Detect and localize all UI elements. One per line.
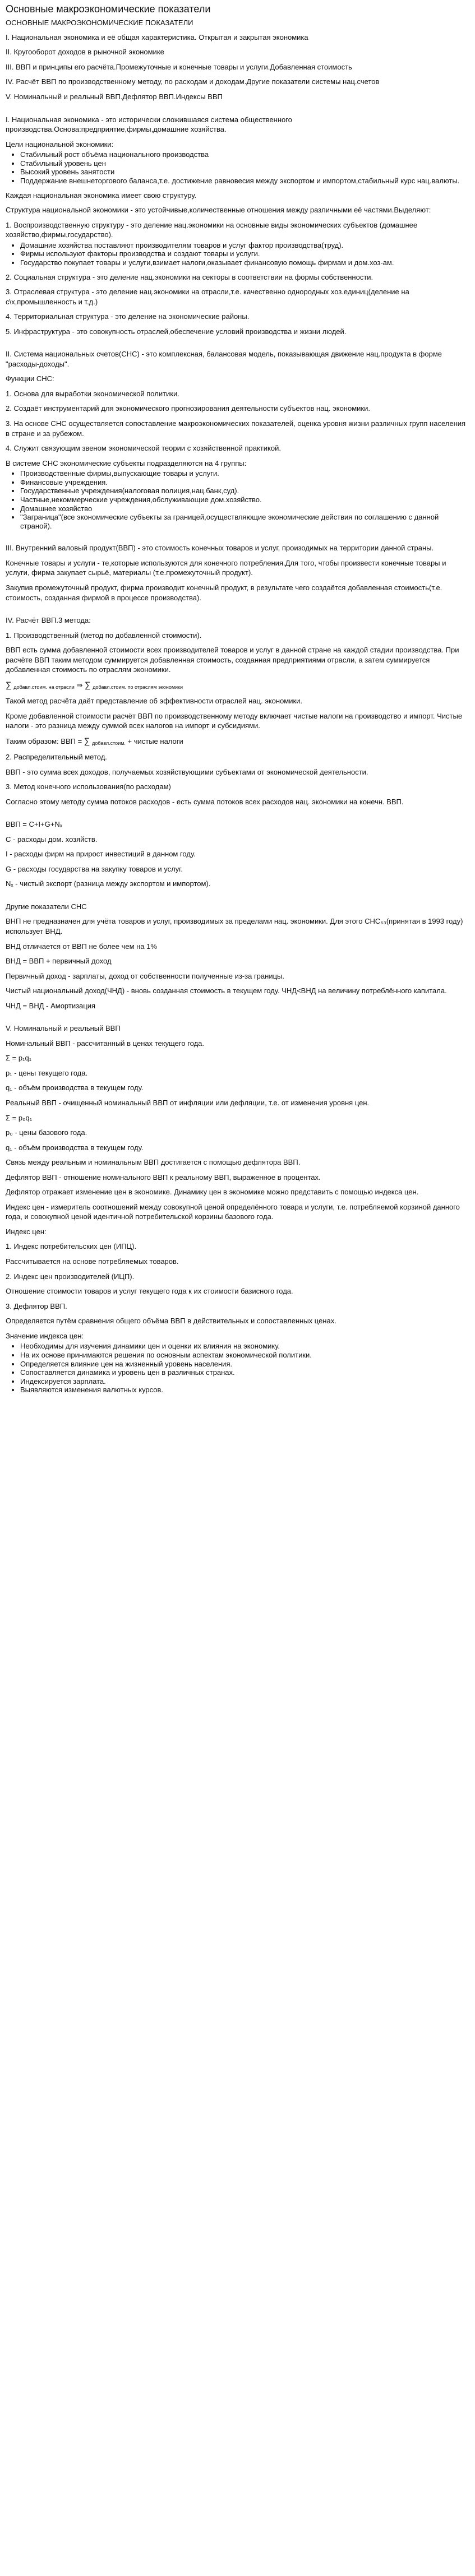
section-3 xyxy=(6,543,469,603)
deflator-3-text: Определяется путём сравнения общего объёма ВВП в действительных и сопоставленных ценах. xyxy=(6,1317,336,1326)
toc-item-1[interactable]: I. Национальная экономика и её общая характеристика. Открытая и закрытая экономика xyxy=(6,33,308,41)
vnp-text: ВНП не предназначен для учёта товаров и услуг, производимых за пределами нац. экономики. Для этого СНС₆₃(принятая в 1993 году) использует ВНД. xyxy=(6,917,463,935)
list-item: • Государство покупает товары и услуги,взимает налоги,оказывает финансовую помощь фирмам и дом.хоз-ам. xyxy=(20,258,469,267)
list-item: • Производственные фирмы,выпускающие товары и услуги. xyxy=(20,469,469,478)
g-definition: G - расходы государства на закупку товаров и услуг. xyxy=(6,864,183,873)
list-item: • Необходимы для изучения динамики цен и оценки их влияния на экономику. xyxy=(20,1342,469,1351)
real-gdp: Реальный ВВП - очищенный номинальный ВВП от инфляции или дефляции, т.е. от изменения уровня цен. xyxy=(6,1099,370,1108)
section-1-intro: I. Национальная экономика - это исторически сложившаяся система общественного производства.Основа:предприятие,фирмы,домашние хозяйства. xyxy=(6,115,292,134)
repro-list xyxy=(6,241,469,267)
social-structure: 2. Социальная структура - это деление нац.экономики на секторы в соответствии на формы собственности. xyxy=(6,272,373,281)
real-formula: Σ = p₀q₁ xyxy=(6,1113,33,1122)
toc-item-4[interactable]: IV. Расчёт ВВП по производственному методу, по расходам и доходам.Другие показатели системы нац.счетов xyxy=(6,77,380,86)
list-item: • "Заграница"(все экономические субъекты за границей,осуществляющие экономические действия по соглашению с данной страной). xyxy=(20,513,469,530)
nominal-gdp: Номинальный ВВП - рассчитанный в ценах текущего года. xyxy=(6,1039,205,1048)
final-goods: Конечные товары и услуги - те,которые используются для конечного потребления.Для того, чтобы произвести конечные товары и услуги, фирма закупает сырьё, материалы (т.е.промежуточный продукт). xyxy=(6,558,446,577)
q1b-definition: q₁ - объём производства в текущем году. xyxy=(6,1143,144,1152)
deflator-dynamics: Дефлятор отражает изменение цен в экономике. Динамику цен в экономике можно представить с помощью индекса цен. xyxy=(6,1188,419,1197)
list-item: • Стабильный рост объёма национального производства xyxy=(20,150,469,159)
formula-1-arrow: ⇒ xyxy=(76,680,83,689)
goals-list xyxy=(6,150,469,185)
list-item: • Стабильный уровень цен xyxy=(20,159,469,168)
method-1-formula: Таким образом: ВВП = ∑ добавл.стоим. + чистые налоги xyxy=(6,736,183,746)
list-item: • Государственные учреждения(налоговая полиция,нац.банк,суд). xyxy=(20,487,469,495)
sum-symbol: ∑ xyxy=(84,736,90,746)
other-indicators-title: Другие показатели СНС xyxy=(6,902,87,911)
index-title: Индекс цен: xyxy=(6,1227,47,1236)
ppi-title: 2. Индекс цен производителей (ИЦП). xyxy=(6,1272,135,1281)
value-title: Значение индекса цен: xyxy=(6,1331,84,1340)
toc-item-2[interactable]: II. Кругооборот доходов в рыночной экономике xyxy=(6,48,164,57)
section-2 xyxy=(6,349,469,530)
method-2-text: ВВП - это сумма всех доходов, получаемых хозяйствующими субъектами от экономической деятельности. xyxy=(6,767,368,776)
method-3-title: 3. Метод конечного использования(по расходам) xyxy=(6,782,171,791)
structure-definition: Структура национальной экономики - это устойчивые,количественные отношения между различными её частями.Выделяют: xyxy=(6,206,431,215)
list-item: • На их основе принимаются решения по основным аспектам экономической политики. xyxy=(20,1351,469,1360)
gdp-link: Связь между реальным и номинальным ВВП достигается с помощью дефлятора ВВП. xyxy=(6,1158,301,1167)
formula-1-sub-a: добавл.стоим. на отрасли xyxy=(13,684,75,690)
toc-item-5[interactable]: V. Номинальный и реальный ВВП.Дефлятор ВВП.Индексы ВВП xyxy=(6,92,223,101)
price-index-definition: Индекс цен - измеритель соотношений между совокупной ценой определённого товара и услуги, т.е. потребляемой корзиной данного года, и совокупной ценой идентичной потребительской корзины базового года. xyxy=(6,1202,460,1221)
page-title: Основные макроэкономические показатели xyxy=(6,3,211,15)
function-2: 2. Создаёт инструментарий для экономического прогнозирования деятельности субъектов нац. экономики. xyxy=(6,404,370,413)
deflator-3-title: 3. Дефлятор ВВП. xyxy=(6,1301,67,1310)
p1-definition: p₁ - цены текущего года. xyxy=(6,1068,88,1077)
groups-list xyxy=(6,469,469,530)
section-5-intro: V. Номинальный и реальный ВВП xyxy=(6,1024,121,1033)
section-5 xyxy=(6,1023,469,1394)
sector-structure: 3. Отраслевая структура - это деление нац.экономики на отрасли,т.е. качественно однородных хоз.единиц(деление на с\х,промышленность и т.д.) xyxy=(6,288,409,306)
function-3: 3. На основе СНС осуществляется сопоставление макроэкономических показателей, оценка уровня жизни различных групп населения в стране и за рубежом. xyxy=(6,419,466,438)
list-item: • Домашние хозяйства поставляют производителям товаров и услуг фактор производства(труд). xyxy=(20,241,469,250)
method-2-title: 2. Распределительный метод. xyxy=(6,752,107,761)
vnd-formula: ВНД = ВВП + первичный доход xyxy=(6,957,112,966)
sum-symbol: ∑ xyxy=(84,680,91,690)
structure-paragraph: Каждая национальная экономика имеет свою структуру. xyxy=(6,191,197,200)
list-item: • Определяется влияние цен на жизненный уровень населения. xyxy=(20,1360,469,1369)
formula-1 xyxy=(6,680,469,691)
method-3-text: Согласно этому методу сумма потоков расходов - есть сумма потоков всех расходов нац. экономики на конечн. ВВП. xyxy=(6,797,404,806)
value-list xyxy=(6,1342,469,1394)
repro-structure: 1. Воспроизводственную структуру - это деление нац.экономики на основные виды экономических субъектов (домашнее хозяйство,фирмы,государство). xyxy=(6,220,418,239)
chnd-text: Чистый национальный доход(ЧНД) - вновь созданная стоимость в текущем году. ЧНД<ВНД на величину потреблённого капитала. xyxy=(6,986,447,995)
section-4-intro: IV. Расчёт ВВП.3 метода: xyxy=(6,616,91,625)
territory-structure: 4. Территориальная структура - это деление на экономические районы. xyxy=(6,312,250,321)
chnd-formula: ЧНД = ВНД - Амортизация xyxy=(6,1001,96,1010)
list-item: • Финансовые учреждения. xyxy=(20,478,469,487)
primary-income: Первичный доход - зарплаты, доход от собственности полученные из-за границы. xyxy=(6,971,284,980)
sum-symbol: ∑ xyxy=(6,680,12,690)
list-item: • Домашнее хозяйство xyxy=(20,504,469,513)
list-item: • Индексируется зарплата. xyxy=(20,1377,469,1386)
q1-definition: q₁ - объём производства в текущем году. xyxy=(6,1083,144,1092)
section-4 xyxy=(6,615,469,1011)
ppi-text: Отношение стоимости товаров и услуг текущего года к их стоимости базисного года. xyxy=(6,1287,293,1296)
section-2-intro: II. Система национальных счетов(СНС) - это комплексная, балансовая модель, показывающая движение нац.продукта в форме "расходы-доходы". xyxy=(6,350,442,368)
i-definition: I - расходы фирм на прирост инвестиций в данном году. xyxy=(6,850,196,859)
p0-definition: p₀ - цены базового года. xyxy=(6,1128,87,1137)
table-of-contents xyxy=(6,33,469,102)
nominal-formula: Σ = p₁q₁ xyxy=(6,1054,32,1063)
section-3-intro: III. Внутренний валовый продукт(ВВП) - это стоимость конечных товаров и услуг, произодимых на территории данной страны. xyxy=(6,544,434,553)
c-definition: C - расходы дом. хозяйств. xyxy=(6,835,98,844)
section-1 xyxy=(6,115,469,337)
method-1-note: Такой метод расчёта даёт представление об эффективности отраслей нац. экономики. xyxy=(6,697,303,706)
functions-title: Функции СНС: xyxy=(6,374,54,383)
goals-title: Цели национальной экономики: xyxy=(6,140,114,149)
method-1-text: ВВП есть сумма добавленной стоимости всех производителей товаров и услуг в данной стране на каждой стадии производства. При расчёте ВВП таким методом суммируется добавленная стоимость, созданная предприятиями отрасли, а затем суммируется добавленная стоимость по отраслям экономики. xyxy=(6,646,459,674)
method-1-extra: Кроме добавленной стоимости расчёт ВВП по производственному методу включает чистые налоги на производство и импорт. Чистые налоги - это разница между суммой всех налогов на импорт и субсидиями. xyxy=(6,711,463,730)
list-item: • Сопоставляется динамика и уровень цен в различных странах. xyxy=(20,1368,469,1377)
gdp-formula: ВВП = C+I+G+Nₓ xyxy=(6,820,63,829)
intermediate-goods: Закупив промежуточный продукт, фирма производит конечный продукт, в результате чего создаётся добавленная стоимость(т.е. стоимость, созданная фирмой в процессе производства). xyxy=(6,583,442,602)
list-item: • Высокий уровень занятости xyxy=(20,168,469,177)
toc-item-3[interactable]: III. ВВП и принципы его расчёта.Промежуточные и конечные товары и услуги.Добавленная стоимость xyxy=(6,62,352,71)
deflator-definition: Дефлятор ВВП - отношение номинального ВВП к реальному ВВП, выраженное в процентах. xyxy=(6,1173,321,1182)
formula-1-sub-b: добавл.стоим. по отраслям экономики xyxy=(93,684,183,690)
list-item: • Частные,некоммерческие учреждения,обслуживающие дом.хозяйство. xyxy=(20,495,469,504)
list-item: • Выявляются изменения валютных курсов. xyxy=(20,1386,469,1394)
cpi-title: 1. Индекс потребительских цен (ИПЦ). xyxy=(6,1242,137,1251)
function-4: 4. Служит связующим звеном экономической теории с хозяйственной практикой. xyxy=(6,444,281,453)
nx-definition: Nₓ - чистый экспорт (разница между экспортом и импортом). xyxy=(6,879,211,888)
method-1-title: 1. Производственный (метод по добавленной стоимости). xyxy=(6,631,202,640)
function-1: 1. Основа для выработки экономической политики. xyxy=(6,389,179,398)
infrastructure: 5. Инфраструктура - это совокупность отраслей,обеспечение условий производства и жизни людей. xyxy=(6,327,347,336)
list-item: • Фирмы используют факторы производства и создают товары и услуги. xyxy=(20,249,469,258)
cpi-text: Рассчитывается на основе потребляемых товаров. xyxy=(6,1257,179,1266)
vnd-diff: ВНД отличается от ВВП не более чем на 1% xyxy=(6,942,157,951)
groups-title: В системе СНС экономические субъекты подразделяются на 4 группы: xyxy=(6,458,247,467)
list-item: • Поддержание внешнеторгового баланса,т.е. достижение равновесия между экспортом и импортом,стабильный курс нац.валюты. xyxy=(20,177,469,186)
page-subtitle: ОСНОВНЫЕ МАКРОЭКОНОМИЧЕСКИЕ ПОКАЗАТЕЛИ xyxy=(6,18,193,27)
